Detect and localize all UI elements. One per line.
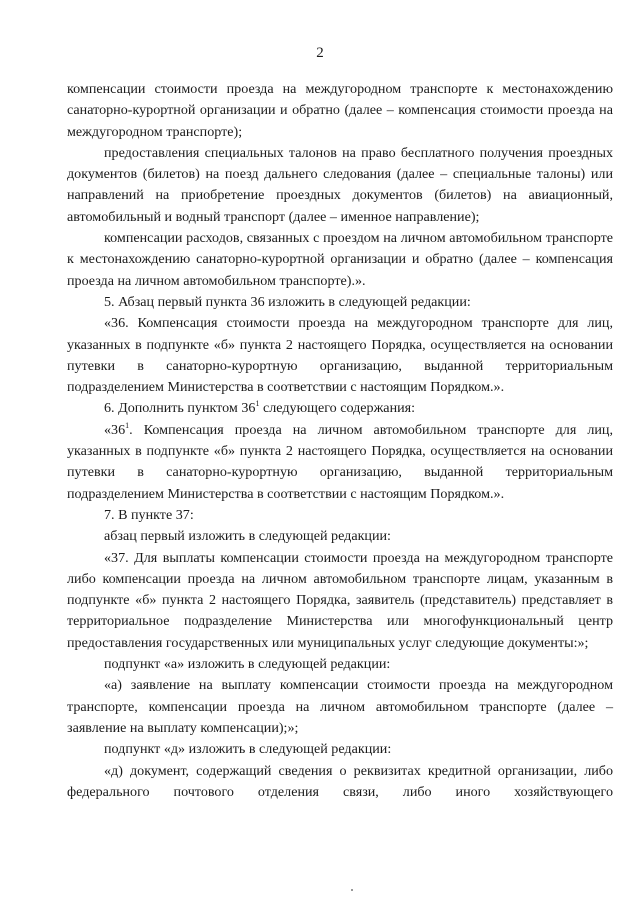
- document-body: [67, 79, 613, 803]
- superscript: 1: [255, 399, 260, 409]
- paragraph: «37. Для выплаты компенсации стоимости проезда на междугородном транспорте либо компенсации проезда на личном автомобильном транспорте лицам, указанным в подпункте «б» пункта 2 настоящего Порядка, заявитель (представитель) представляет в территориальное подразделение Министерства или многофункциональный центр предоставления государственных или муниципальных услуг следующие документы:»;: [67, 549, 613, 651]
- scan-dot: [351, 889, 353, 891]
- paragraph: 5. Абзац первый пункта 36 изложить в следующей редакции:: [104, 293, 471, 310]
- paragraph: «36. Компенсация стоимости проезда на междугородном транспорте для лиц, указанных в подпункте «б» пункта 2 настоящего Порядка, осуществляется на основании путевки в санаторно-курортную организацию, выданной территориальным подразделением Министерства в соответствии с настоящим Порядком.».: [67, 315, 613, 396]
- paragraph: абзац первый изложить в следующей редакции:: [104, 528, 391, 545]
- paragraph-text: 6. Дополнить пунктом 36: [104, 400, 256, 417]
- paragraph: подпункт «д» изложить в следующей редакции:: [104, 741, 392, 758]
- paragraph: компенсации стоимости проезда на междугородном транспорте к местонахождению санаторно-курортной организации и обратно (далее – компенсация стоимости проезда на междугородном транспорте);: [67, 81, 613, 140]
- paragraph: [67, 398, 613, 419]
- paragraph-text: следующего содержания:: [259, 400, 416, 417]
- paragraph-text: «36: [104, 421, 126, 438]
- superscript: 1: [125, 420, 130, 430]
- paragraph: [67, 420, 613, 505]
- paragraph: 7. В пункте 37:: [104, 506, 194, 523]
- paragraph: «д) документ, содержащий сведения о реквизитах кредитной организации, либо федерального почтового отделения связи, либо иного хозяйствующего: [67, 762, 613, 800]
- page-number: 2: [316, 45, 324, 61]
- paragraph: «а) заявление на выплату компенсации стоимости проезда на междугородном транспорте, компенсации проезда на личном автомобильном транспорте (далее – заявление на выплату компенсации);»;: [67, 677, 613, 736]
- paragraph: предоставления специальных талонов на право бесплатного получения проездных документов (билетов) на поезд дальнего следования (далее – специальные талоны) или направлений на приобретение проездных документов (билетов) на авиационный, автомобильный и водный транспорт (далее – именное направление);: [67, 144, 613, 225]
- paragraph: компенсации расходов, связанных с проездом на личном автомобильном транспорте к местонахождению санаторно-курортной организации и обратно (далее – компенсация проезда на личном автомобильном транспорте).».: [67, 230, 613, 289]
- paragraph-text: . Компенсация проезда на личном автомобильном транспорте для лиц, указанных в подпункте «б» пункта 2 настоящего Порядка, осуществляется на основании путевки в санаторно-курортную организацию, выданной территориальным подразделением Министерства в соответствии с настоящим Порядком.».: [67, 421, 613, 502]
- paragraph: подпункт «а» изложить в следующей редакции:: [104, 656, 391, 673]
